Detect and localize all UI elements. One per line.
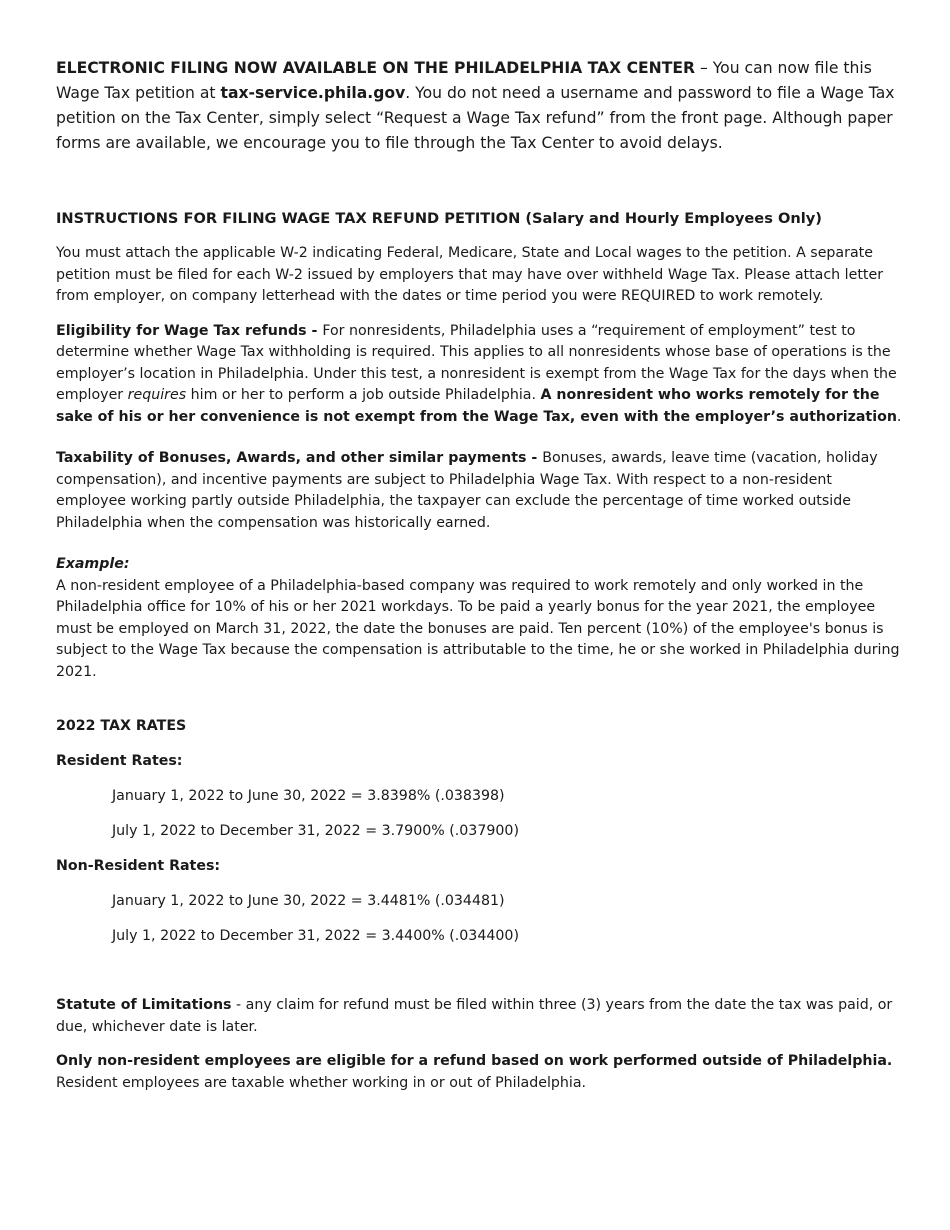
eligible-bold-text: Only non-resident employees are eligible for a refund based on work performed outside of Philadelphia. <box>56 1053 893 1069</box>
resident-rate-line: July 1, 2022 to December 31, 2022 = 3.7900% (.037900) <box>112 823 519 839</box>
statute-paragraph <box>56 995 902 1038</box>
nonresident-rate-line: January 1, 2022 to June 30, 2022 = 3.4481% (.034481) <box>112 893 505 909</box>
tax-rates-title: 2022 TAX RATES <box>56 718 187 734</box>
resident-rates-label: Resident Rates: <box>56 753 183 769</box>
document-page <box>56 56 902 1094</box>
resident-rate-line: January 1, 2022 to June 30, 2022 = 3.8398% (.038398) <box>112 788 505 804</box>
eligibility-end: . <box>896 408 902 425</box>
nonresident-rate-line: July 1, 2022 to December 31, 2022 = 3.4400% (.034400) <box>112 928 519 944</box>
eligibility-paragraph <box>56 321 902 429</box>
electronic-filing-heading: ELECTRONIC FILING NOW AVAILABLE ON THE PHILADELPHIA TAX CENTER <box>56 59 696 77</box>
taxability-label: Taxability of Bonuses, Awards, and other similar payments - <box>56 450 543 466</box>
eligibility-bold-statement: A nonresident who works remotely for the sake of his or her convenience is not exempt from the Wage Tax, even with the employer’s authorization <box>56 387 897 425</box>
electronic-filing-notice <box>56 56 902 156</box>
eligibility-text-2: him or her to perform a job outside Philadelphia. <box>186 387 541 403</box>
example-label <box>56 554 902 576</box>
eligibility-italic: requires <box>127 387 187 403</box>
statute-text: - any claim for refund must be filed within three (3) years from the date the tax was paid, or due, whichever date is later. <box>56 997 893 1035</box>
taxability-paragraph <box>56 448 902 534</box>
eligibility-label: Eligibility for Wage Tax refunds - <box>56 322 323 339</box>
attach-w2-paragraph: You must attach the applicable W-2 indicating Federal, Medicare, State and Local wages to the petition. A separate petition must be filed for each W-2 issued by employers that may have over withheld Wage Tax. Please attach letter from employer, on company letterhead with the dates or time period you were REQUIRED to work remotely. <box>56 245 884 304</box>
taxability-text: Bonuses, awards, leave time (vacation, holiday compensation), and incentive payments are subject to Philadelphia Wage Tax. With respect to a non-resident employee working partly outside Philadelphia, the taxpayer can exclude the percentage of time worked outside Philadelphia when the compensation was historically earned. <box>56 450 878 531</box>
electronic-filing-text-2: . You do not need a username and password to file a Wage Tax petition on the Tax Center, simply select “Request a Wage Tax refund” from the front page. Although paper forms are available, we encourage you to file through the Tax Center to avoid delays. <box>56 84 895 152</box>
nonresident-rates-label: Non-Resident Rates: <box>56 858 221 874</box>
eligibility-text-1: For nonresidents, Philadelphia uses a “requirement of employment” test to determine whether Wage Tax withholding is required. This applies to all nonresidents whose base of operations is the employer’s location in Philadelphia. Under this test, a nonresident is exempt from the Wage Tax for the days when the employer <box>56 322 897 403</box>
electronic-filing-text-1: – You can now file this Wage Tax petition at <box>56 59 872 102</box>
tax-center-link[interactable]: tax-service.phila.gov <box>220 84 406 102</box>
resident-taxable-line: Resident employees are taxable whether working in or out of Philadelphia. <box>56 1074 587 1091</box>
statute-label: Statute of Limitations <box>56 997 232 1013</box>
example-label-text: Example: <box>56 556 130 572</box>
eligible-bold-line <box>56 1051 902 1073</box>
instructions-title: INSTRUCTIONS FOR FILING WAGE TAX REFUND PETITION (Salary and Hourly Employees Only) <box>56 210 822 227</box>
example-paragraph: A non-resident employee of a Philadelphia-based company was required to work remotely and only worked in the Philadelphia office for 10% of his or her 2021 workdays. To be paid a yearly bonus for the year 2021, the employee must be employed on March 31, 2022, the date the bonuses are paid. Ten percent (10%) of the employee's bonus is subject to the Wage Tax because the compensation is attributable to the time, he or she worked in Philadelphia during 2021. <box>56 577 900 680</box>
